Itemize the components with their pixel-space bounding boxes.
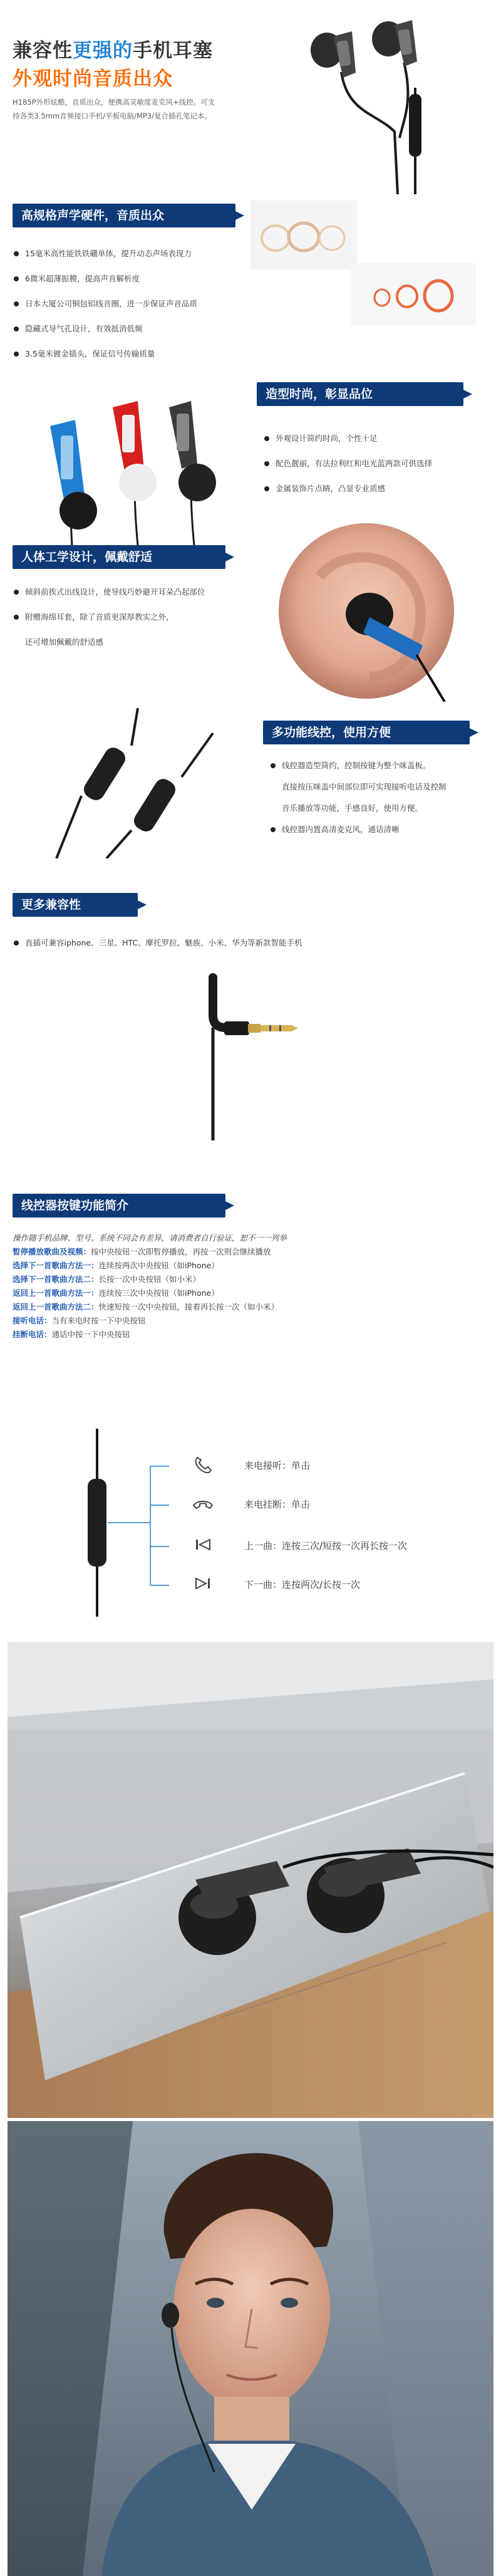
previous-track-icon [191,1533,215,1557]
remote-feature-list [269,755,488,840]
remote-diagram [69,1429,207,1617]
list-item: 选择下一首歌曲方法二：长按一次中央按钮（如小米） [13,1275,201,1284]
section-header-remote: 多功能线控，使用方便 [263,721,470,744]
control-row [191,1491,215,1515]
list-item: 线控器造型简约，控制按键为整个咪盖板。 [269,755,488,776]
list-item: 选择下一首歌曲方法一：连续按两次中央按钮（如iPhone） [13,1261,219,1270]
hero-title-part2: 更强的 [73,39,133,62]
list-item: 返回上一首歌曲方法一：连续按三次中央按钮（如iPhone） [13,1288,219,1298]
model-wearing-earphones-photo [8,2121,493,2576]
list-item: 还可增加佩戴的舒适感 [25,637,104,647]
list-item: 接听电话：当有来电时按一下中央按钮 [13,1316,146,1325]
hero-title-part1: 兼容性 [13,39,73,62]
functions-list [13,1245,279,1342]
list-item: 直插可兼容iphone、三星、HTC、摩托罗拉、魅族、小米、华为等新款智能手机 [13,934,488,952]
list-item: 返回上一首歌曲方法二：快速短按一次中央按钮，接着再长按一次（如小米） [13,1302,279,1311]
list-item: 隐藏式导气孔设计，有效抵消低频 [13,316,276,342]
hero-earphone-image [294,13,488,194]
control-label-previous: 上一曲：连按三次/短按一次再长按一次 [244,1540,408,1551]
ear-wearing-photo [276,520,457,702]
phone-answer-icon [191,1452,215,1476]
list-item: 配色靓丽，有法拉利红和电光蓝两款可供选择 [263,451,476,476]
hero-description: H185P外形炫酷，音质出众，便携高灵敏度麦克风+线控。可支持各类3.5mm音频接口手机/平板电脑/MP3/复合插孔笔记本。 [13,98,215,120]
list-item: 倾斜前挨式出线设计，使导线巧妙避开耳朵凸起部位 [13,580,276,605]
acoustics-feature-list [13,241,276,367]
control-row [191,1533,215,1557]
hero-title [13,34,213,63]
style-feature-list [263,426,476,501]
list-item: 日本大厦公司铜包铝线音圈，进一步保证声音品质 [13,291,276,316]
next-track-icon [191,1572,215,1595]
hero-title-part3: 手机耳塞 [133,39,213,62]
list-item: 3.5毫米镀金插头，保证信号传输质量 [13,342,276,367]
section-header-remote-functions: 线控器按键功能简介 [13,1194,225,1218]
list-item: 15毫米高性能铁铁硼单体，提升动态声场表现力 [13,241,276,266]
list-item: 音乐播放等功能，手感良好，使用方便。 [282,803,423,813]
speaker-driver-image [250,201,357,269]
section-header-ergonomics: 人体工学设计，佩戴舒适 [13,545,225,569]
list-item: 线控器内置高清麦克风，通话清晰 [269,819,488,840]
earphones-on-phone-photo [8,1642,493,2118]
remote-control-image [44,708,232,858]
list-item: 直接按压咪盖中间部位即可实现接听电话及控制 [282,782,447,791]
list-item: 暂停播放歌曲及视频：按中央按钮一次即暂停播放，再按一次则会继续播放 [13,1247,271,1256]
list-item: 附赠海绵耳套，除了音质更深厚教实之外， [13,605,276,630]
section-header-compatibility: 更多兼容性 [13,893,138,917]
control-label-answer: 来电接听：单击 [244,1460,311,1471]
audio-plug-image [188,971,326,1147]
list-item: 金属装饰片点睛，凸显专业质感 [263,476,476,501]
control-row [191,1572,215,1595]
earphone-colors-image [38,388,238,545]
phone-hangup-icon [191,1491,215,1515]
control-label-hangup: 来电挂断：单击 [244,1499,311,1510]
section-header-acoustics: 高规格声学硬件，音质出众 [13,204,235,227]
control-row [191,1452,215,1476]
hero-subtitle: 外观时尚音质出众 [13,68,173,90]
list-item: 挂断电话：通话中按一下中央按钮 [13,1330,130,1339]
list-item: 外观设计简约时尚，个性十足 [263,426,476,451]
ergonomics-feature-list [13,580,276,655]
functions-intro: 操作随手机品牌、型号、系统不同会有差异，请消费者自行验证，恕不一一列举 [13,1233,287,1243]
voice-coil-image [351,263,476,326]
control-label-next: 下一曲：连按两次/长按一次 [244,1579,361,1590]
section-header-style: 造型时尚，彰显品位 [257,382,463,406]
list-item: 6微米超薄振膜，提高声音解析度 [13,266,276,291]
compatibility-feature-list [13,934,488,952]
